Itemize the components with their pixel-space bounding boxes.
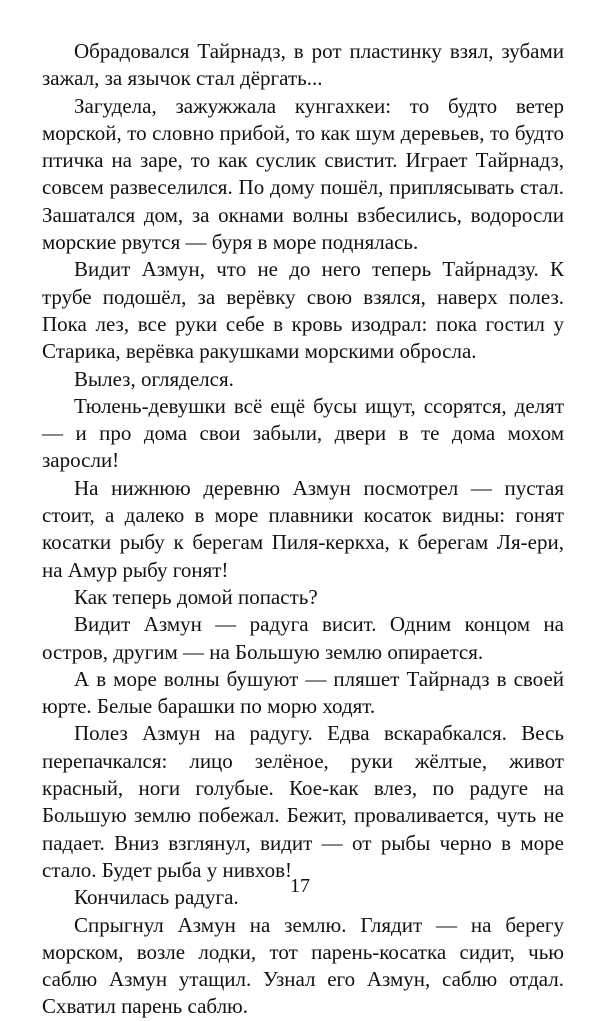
paragraph: Вылез, огляделся. [74,366,234,391]
page-number: 17 [290,875,310,897]
paragraph: Видит Азмун, что не до него теперь Тайрнадзу. К трубе подошёл, за верёвку свою взялся, наверх полез. Пока лез, все руки себе в кровь изодрал: пока гостил у Старика, верёвка ракушками морскими обросла. [42,257,564,364]
paragraph: Тюлень-девушки всё ещё бусы ищут, ссорятся, делят — и про дома свои забыли, двери в те дома мохом заросли! [42,393,564,473]
paragraph: Загудела, зажужжала кунгахкеи: то будто ветер морской, то словно прибой, то как шум деревьев, то будто птичка на заре, то как суслик свистит. Играет Тайрнадз, совсем развеселился. По дому пошёл, приплясывать стал. Зашатался дом, за окнами волны взбесились, водоросли морские рвутся — буря в море поднялась. [42,93,564,255]
paragraph: Полез Азмун на радугу. Едва вскарабкался. Весь перепачкался: лицо зелёное, руки жёлтые, живот красный, ноги голубые. Кое-как влез, по радуге на Большую землю побежал. Бежит, проваливается, чуть не падает. Вниз взглянул, видит — от рыбы черно в море стало. Будет рыба у нивхов! [42,721,564,882]
paragraph: Как теперь домой попасть? [74,584,318,609]
paragraph: На нижнюю деревню Азмун посмотрел — пустая стоит, а далеко в море плавники косаток видны: гонят косатки рыбу к берегам Пиля-керкха, к берегам Ля-ери, на Амур рыбу гонят! [42,475,564,582]
paragraph: Кончилась радуга. [74,885,239,910]
paragraph: Видит Азмун — радуга висит. Одним концом на остров, другим — на Большую землю опирается. [42,612,564,664]
paragraph: А в море волны бушуют — пляшет Тайрнадз в своей юрте. Белые барашки по морю ходят. [42,666,564,719]
paragraph: Обрадовался Тайрнадз, в рот пластинку взял, зубами зажал, за язычок стал дёргать... [42,39,564,91]
page-text [42,38,564,1021]
paragraph: Спрыгнул Азмун на землю. Глядит — на берегу морском, возле лодки, тот парень-косатка сидит, чью саблю Азмун утащил. Узнал его Азмун, саблю отдал. Схватил парень саблю. [42,912,564,1019]
